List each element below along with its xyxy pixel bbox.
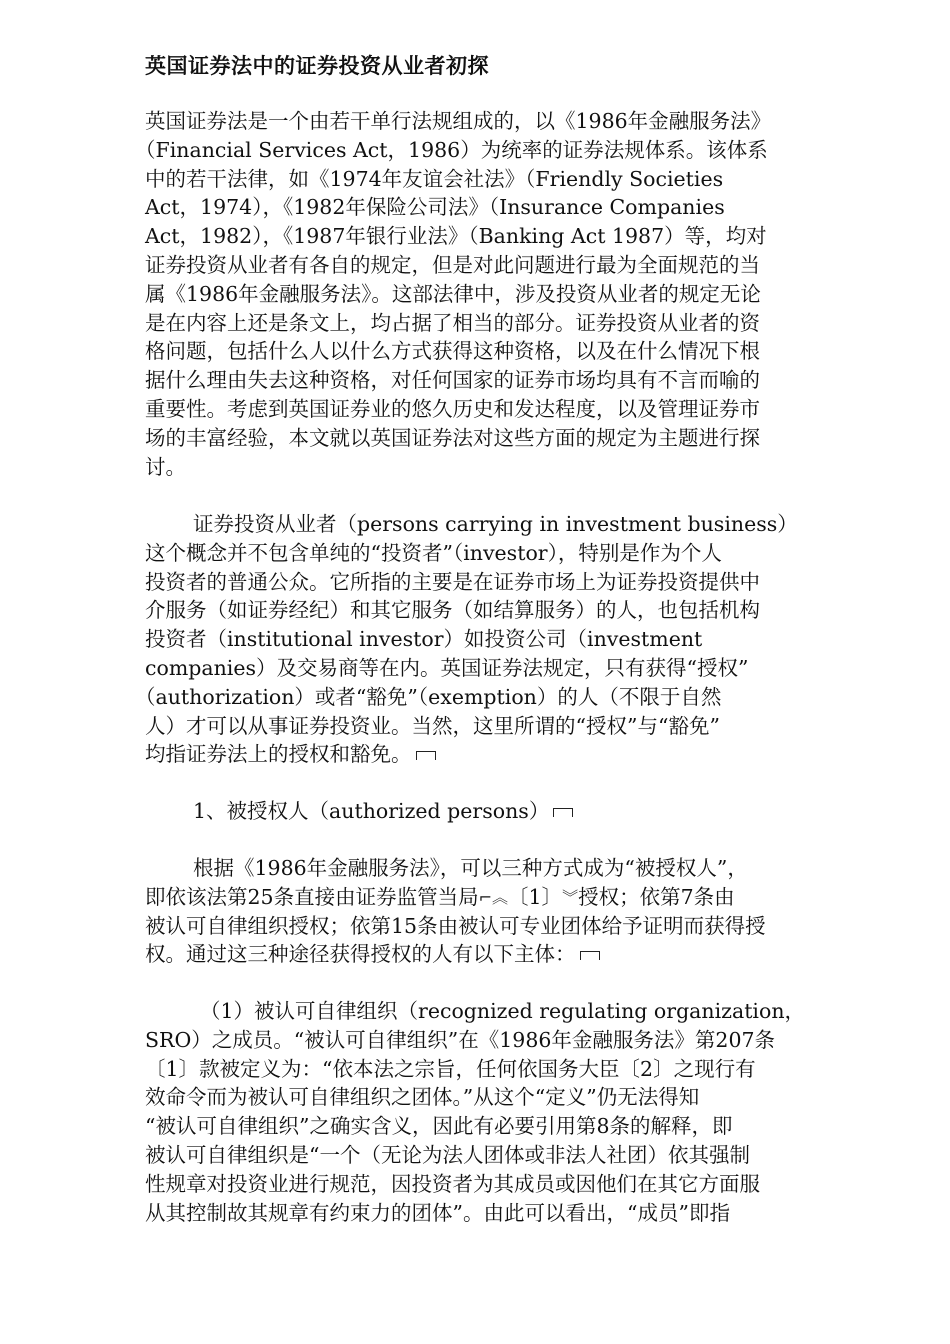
text-line: 〔1〕款被定义为：“依本法之宗旨，任何依国务大臣〔2〕之现行有 — [145, 1056, 756, 1081]
text-line: 介服务（如证券经纪）和其它服务（如结算服务）的人，也包括机构 — [145, 598, 760, 623]
text-line: 格问题，包括什么人以什么方式获得这种资格，以及在什么情况下根 — [145, 339, 760, 364]
paragraph-mark-icon — [553, 808, 573, 817]
text-line: 均指证券法上的授权和豁免。 — [145, 742, 412, 767]
paragraph-sro — [145, 997, 880, 1227]
text-line: 人）才可以从事证券投资业。当然，这里所谓的“授权”与“豁免” — [145, 713, 720, 738]
text-line: 证券投资从业者（persons carrying in investment business） — [193, 512, 798, 536]
text-line: 投资者的普通公众。它所指的主要是在证券市场上为证券投资提供中 — [145, 569, 760, 594]
text-line: 效命令而为被认可自律组织之团体。”从这个“定义”仍无法得知 — [145, 1085, 700, 1110]
text-line: （1）被认可自律组织（recognized regulating organization， — [200, 999, 806, 1023]
text-line: 场的丰富经验，本文就以英国证券法对这些方面的规定为主题进行探 — [145, 425, 760, 450]
section-heading-text: 1、被授权人（authorized persons） — [193, 799, 550, 823]
paragraph-mark-icon — [580, 951, 600, 960]
text-segment: 权。通过这三种途径获得授权的人有以下主体： — [145, 942, 576, 967]
text-line: Act，1974），《1982年保险公司法》（Insurance Companies — [145, 195, 725, 220]
field-code-end-icon: ︾ — [562, 887, 579, 907]
text-line: 根据《1986年金融服务法》，可以三种方式成为“被授权人”， — [193, 856, 748, 880]
text-line: 讨。 — [145, 454, 186, 479]
text-segment: 即依该法第25条直接由证券监管当局 — [145, 884, 479, 909]
text-line: 被认可自律组织授权；依第15条由被认可专业团体给予证明而获得授 — [145, 913, 766, 938]
field-code-icon: ⌐︽ — [478, 887, 509, 907]
text-line: 这个概念并不包含单纯的“投资者”（investor），特别是作为个人 — [145, 540, 722, 565]
text-line: 是在内容上还是条文上，均占据了相当的部分。证券投资从业者的资 — [145, 310, 760, 335]
paragraph-definition — [135, 510, 880, 769]
text-line: （Financial Services Act，1986）为统率的证券法规体系。该体系 — [135, 137, 768, 162]
text-line: SRO）之成员。“被认可自律组织”在《1986年金融服务法》第207条 — [145, 1027, 776, 1052]
text-line: “被认可自律组织”之确实含义，因此有必要引用第8条的解释，即 — [145, 1114, 733, 1139]
text-line: 属《1986年金融服务法》。这部法律中，涉及投资从业者的规定无论 — [145, 281, 761, 306]
text-line: companies）及交易商等在内。英国证券法规定，只有获得“授权” — [145, 655, 749, 680]
text-line: 英国证券法是一个由若干单行法规组成的，以《1986年金融服务法》 — [145, 109, 772, 133]
text-line: （authorization）或者“豁免”（exemption）的人（不限于自然 — [135, 684, 722, 709]
paragraph-authorization — [145, 854, 880, 969]
paragraph-intro — [135, 107, 880, 481]
text-line: 证券投资从业者有各自的规定，但是对此问题进行最为全面规范的当 — [145, 252, 760, 277]
text-segment: 授权；依第7条由 — [578, 884, 735, 909]
text-line: Act，1982），《1987年银行业法》（Banking Act 1987）等，均对 — [145, 224, 767, 249]
paragraph-mark-icon — [416, 751, 436, 760]
text-line: 中的若干法律，如《1974年友谊会社法》（Friendly Societies — [145, 166, 724, 191]
text-line: 性规章对投资业进行规范，因投资者为其成员或因他们在其它方面服 — [145, 1171, 760, 1196]
text-line: 被认可自律组织是“一个（无论为法人团体或非法人社团）依其强制 — [145, 1142, 750, 1167]
footnote-ref: 〔1〕 — [508, 884, 563, 909]
text-line: 投资者（institutional investor）如投资公司（investment — [145, 627, 703, 652]
section-heading — [145, 797, 880, 826]
text-line: 从其控制故其规章有约束力的团体”。由此可以看出，“成员”即指 — [145, 1200, 730, 1225]
document-title: 英国证券法中的证券投资从业者初探 — [145, 53, 489, 78]
text-line: 据什么理由失去这种资格，对任何国家的证券市场均具有不言而喻的 — [145, 368, 760, 393]
text-line: 重要性。考虑到英国证券业的悠久历史和发达程度，以及管理证券市 — [145, 396, 760, 421]
